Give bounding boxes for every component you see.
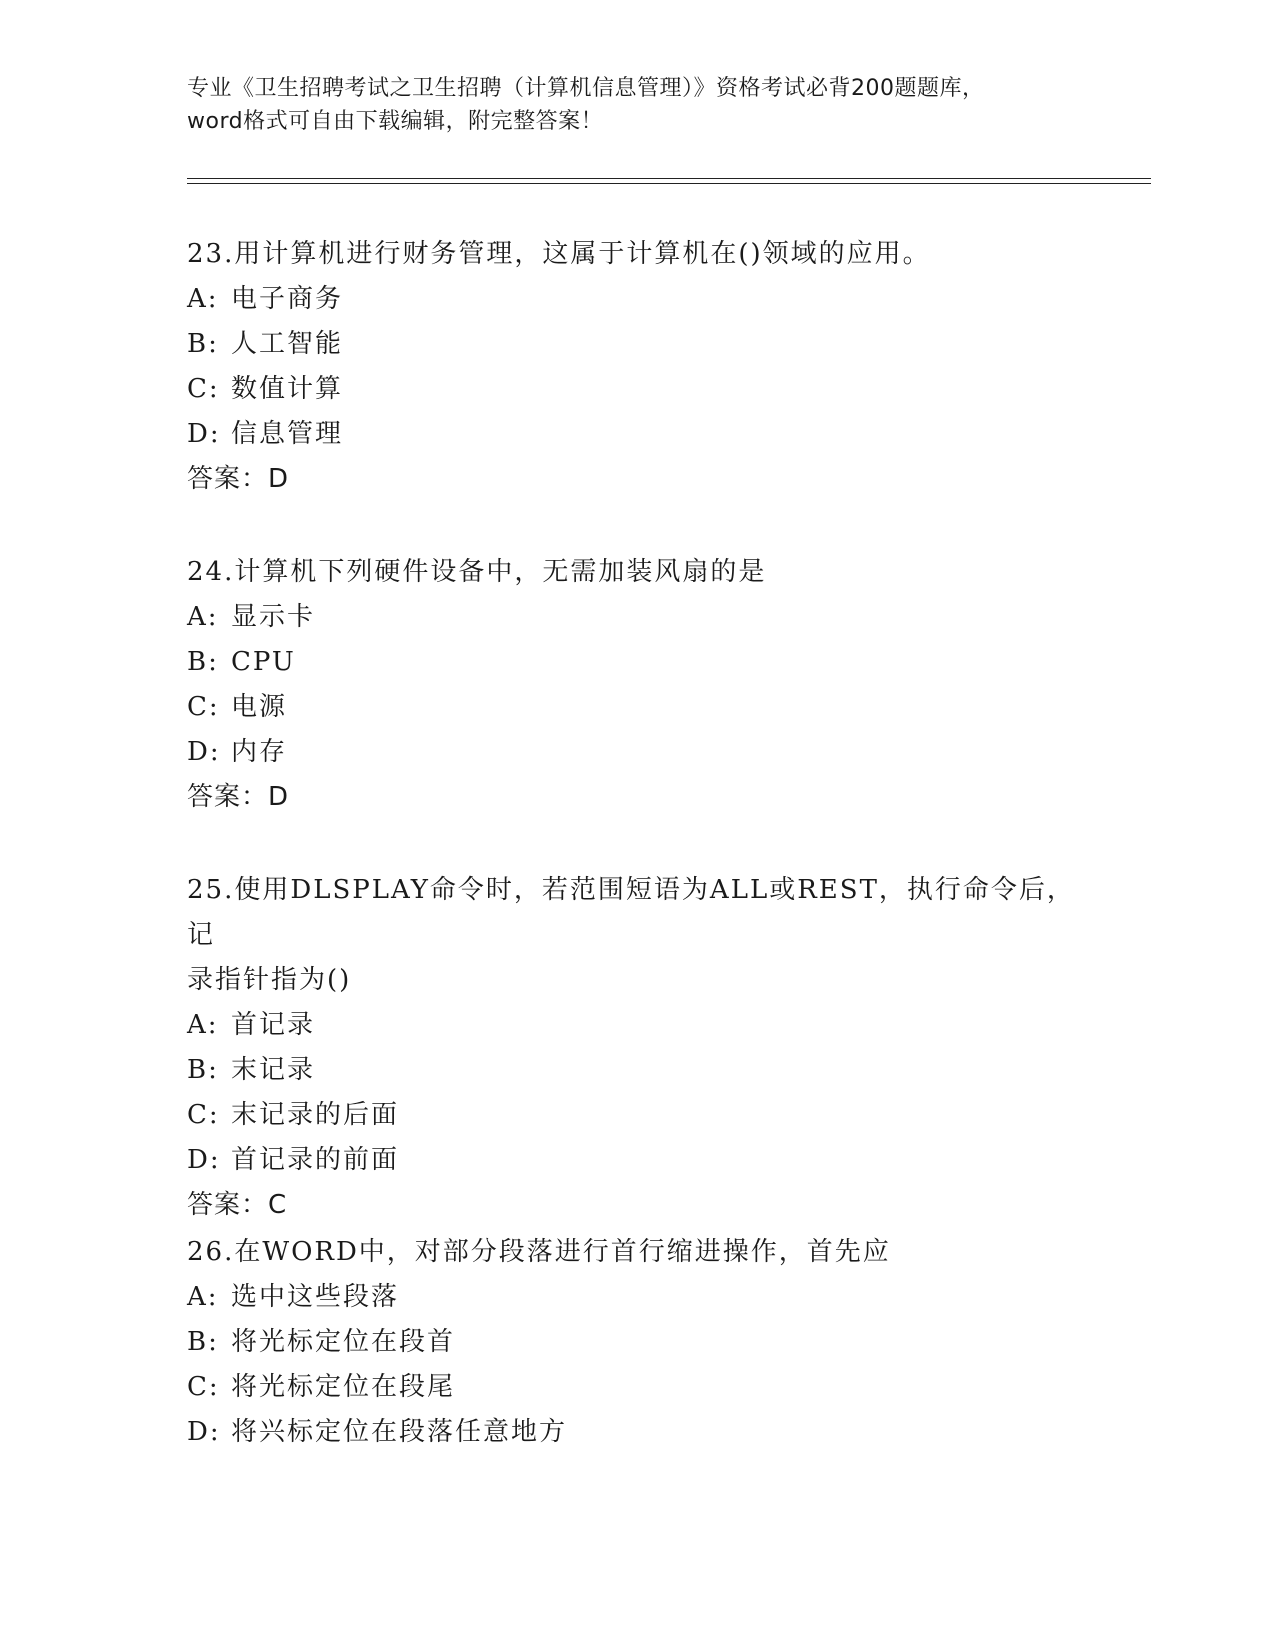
option-text: 数值计算	[231, 374, 344, 404]
question-24	[187, 550, 1087, 820]
question-stem-line-2: 录指针指为()	[187, 965, 352, 995]
option-key: B:	[187, 1055, 219, 1085]
option-key: C:	[187, 374, 220, 404]
option-key: D:	[187, 737, 221, 767]
option-d	[187, 1138, 1087, 1183]
option-text: 将兴标定位在段落任意地方	[231, 1417, 568, 1447]
option-text: 末记录的后面	[231, 1100, 400, 1130]
option-key: A:	[187, 1010, 219, 1040]
option-key: A:	[187, 284, 219, 314]
header-line-1: 专业《卫生招聘考试之卫生招聘（计算机信息管理）》资格考试必背200题题库，	[187, 76, 985, 101]
option-key: C:	[187, 1372, 220, 1402]
header-divider-bottom	[187, 183, 1151, 184]
option-c	[187, 367, 1087, 412]
option-d	[187, 1410, 1087, 1455]
option-key: A:	[187, 602, 219, 632]
option-key: C:	[187, 1100, 220, 1130]
option-key: A:	[187, 1282, 219, 1312]
option-text: 内存	[231, 737, 288, 767]
option-a	[187, 1003, 1087, 1048]
option-text: 将光标定位在段首	[231, 1327, 456, 1357]
answer: 答案：D	[187, 464, 290, 494]
question-stem-line-1: 25.使用DLSPLAY命令时，若范围短语为ALL或REST，执行命令后，记	[187, 875, 1075, 950]
option-c	[187, 1093, 1087, 1138]
answer: 答案：D	[187, 782, 290, 812]
option-key: C:	[187, 692, 220, 722]
option-key: B:	[187, 329, 219, 359]
option-text: 电源	[231, 692, 288, 722]
question-25	[187, 868, 1087, 1228]
option-key: D:	[187, 1417, 221, 1447]
question-23	[187, 232, 1087, 502]
option-a	[187, 1275, 1087, 1320]
option-b	[187, 640, 1087, 685]
option-key: D:	[187, 1145, 221, 1175]
document-header	[187, 72, 1087, 138]
option-text: 显示卡	[231, 602, 316, 632]
option-text: 将光标定位在段尾	[231, 1372, 456, 1402]
option-key: D:	[187, 419, 221, 449]
option-text: 首记录的前面	[231, 1145, 400, 1175]
option-text: 信息管理	[231, 419, 344, 449]
option-b	[187, 1048, 1087, 1093]
option-text: 末记录	[231, 1055, 316, 1085]
option-b	[187, 1320, 1087, 1365]
question-stem: 26.在WORD中，对部分段落进行首行缩进操作，首先应	[187, 1237, 891, 1267]
question-26	[187, 1230, 1087, 1455]
option-a	[187, 277, 1087, 322]
option-text: 人工智能	[231, 329, 344, 359]
option-d	[187, 412, 1087, 457]
option-c	[187, 1365, 1087, 1410]
option-c	[187, 685, 1087, 730]
question-stem: 24.计算机下列硬件设备中，无需加装风扇的是	[187, 557, 767, 587]
question-stem: 23.用计算机进行财务管理，这属于计算机在()领域的应用。	[187, 239, 931, 269]
option-a	[187, 595, 1087, 640]
option-d	[187, 730, 1087, 775]
option-key: B:	[187, 647, 219, 677]
header-line-2: word格式可自由下载编辑，附完整答案！	[187, 109, 604, 134]
option-key: B:	[187, 1327, 219, 1357]
header-divider-top	[187, 178, 1151, 179]
option-text: 首记录	[231, 1010, 316, 1040]
option-b	[187, 322, 1087, 367]
answer: 答案：C	[187, 1190, 288, 1220]
option-text: 电子商务	[231, 284, 344, 314]
option-text: CPU	[231, 647, 296, 677]
option-text: 选中这些段落	[231, 1282, 400, 1312]
